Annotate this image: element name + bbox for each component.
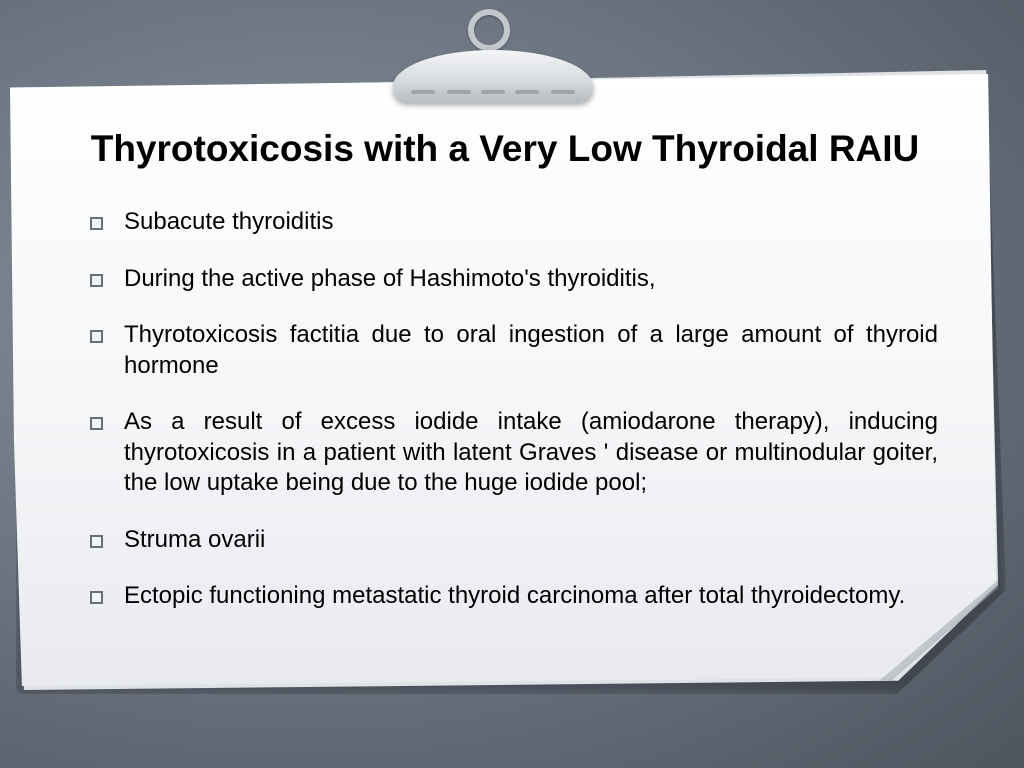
hollow-square-icon xyxy=(90,274,103,287)
clip-ring-icon xyxy=(468,9,510,51)
clip-dash xyxy=(551,90,575,94)
paper-clip-icon xyxy=(393,50,593,102)
list-item xyxy=(88,320,938,381)
clip-dash xyxy=(515,90,539,94)
bullet-text: Thyrotoxicosis factitia due to oral ingestion of a large amount of thyroid hormone xyxy=(124,321,938,379)
bullet-list xyxy=(88,207,938,638)
slide-title: Thyrotoxicosis with a Very Low Thyroidal RAIU xyxy=(90,128,920,169)
list-item xyxy=(88,207,938,238)
clip-dash xyxy=(481,90,505,94)
bullet-text: As a result of excess iodide intake (amiodarone therapy), inducing thyrotoxicosis in a patient with latent Graves ' disease or multinodular goiter, the low uptake being due to the huge iodide pool; xyxy=(124,408,938,496)
bullet-text: Ectopic functioning metastatic thyroid carcinoma after total thyroidectomy. xyxy=(124,582,906,609)
hollow-square-icon xyxy=(90,330,103,343)
bullet-text: Subacute thyroiditis xyxy=(124,208,334,235)
list-item xyxy=(88,581,938,612)
hollow-square-icon xyxy=(90,417,103,430)
list-item xyxy=(88,264,938,295)
bullet-text: Struma ovarii xyxy=(124,525,266,553)
hollow-square-icon xyxy=(90,591,103,604)
clip-dash xyxy=(411,90,435,94)
list-item xyxy=(88,525,938,556)
hollow-square-icon xyxy=(90,217,103,230)
hollow-square-icon xyxy=(90,535,103,548)
list-item xyxy=(88,407,938,499)
bullet-text: During the active phase of Hashimoto's thyroiditis, xyxy=(124,264,656,292)
clip-dash xyxy=(447,90,471,94)
